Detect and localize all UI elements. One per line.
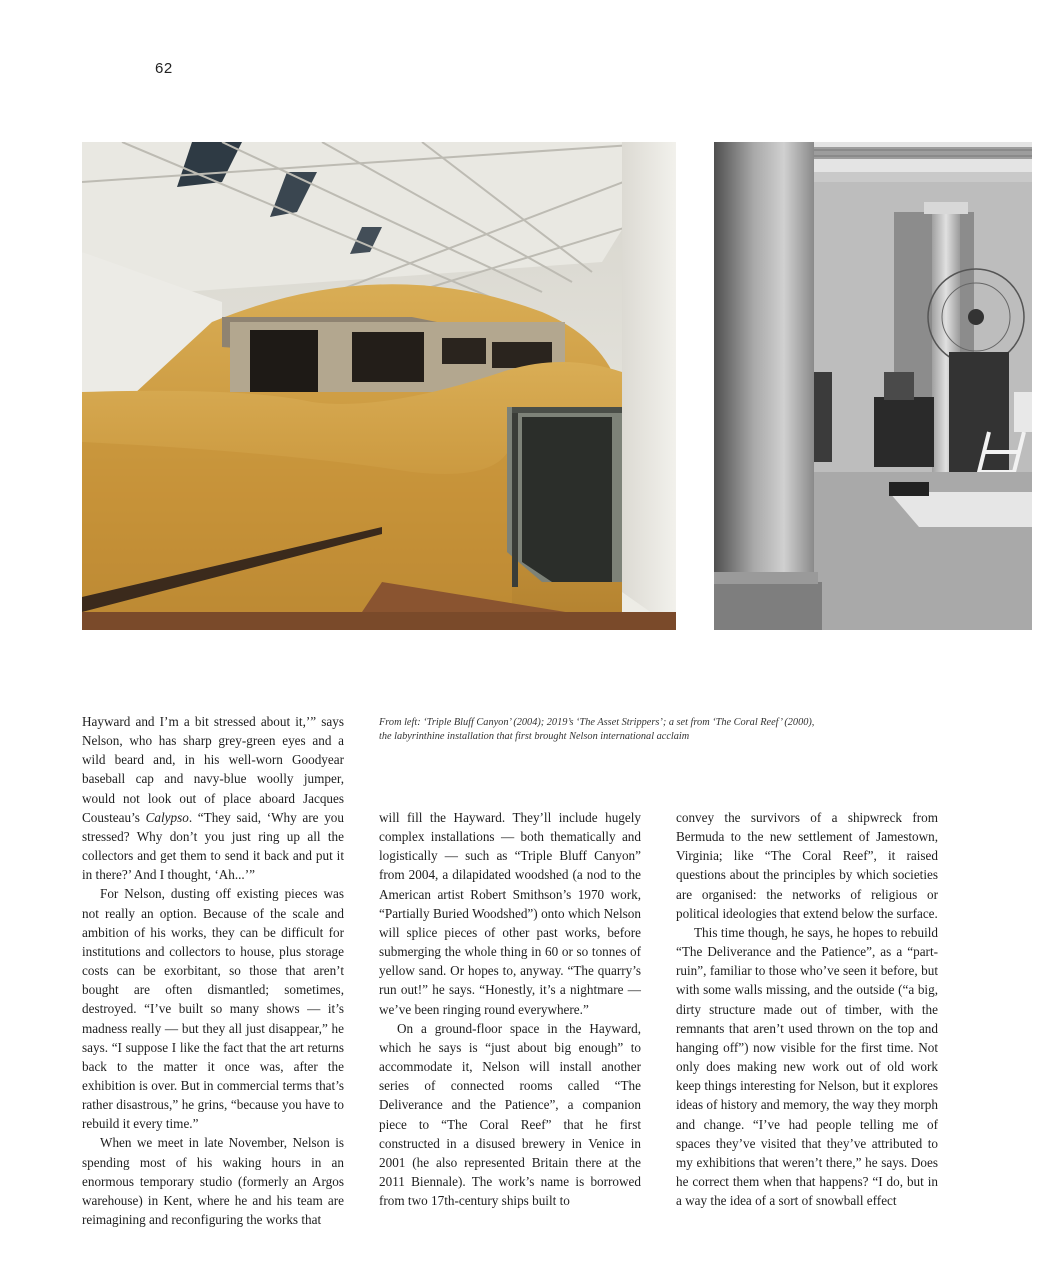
gallery-columns-illustration bbox=[714, 142, 1032, 630]
page-number: 62 bbox=[155, 60, 173, 77]
paragraph: On a ground-floor space in the Hayward, which he says is “just about big enough” to accommodate it, Nelson will install another series of connected rooms called “The Deliverance and the Patience”, a companion piece to “The Coral Reef” that he first constructed in a disused brewery in Venice in 2001 (he also represented Britain there at the 2011 Biennale). The work’s name is borrowed from two 17th-century ships built to bbox=[379, 1020, 641, 1209]
text-column-3 bbox=[676, 808, 938, 1210]
photo-triple-bluff-canyon bbox=[82, 142, 676, 630]
paragraph-text: Hayward and I’m a bit stressed about it,’” says Nelson, who has sharp grey-green eyes and a wild beard and, in his well-worn Goodyear baseball cap and navy-blue woolly jumper, would not look out of place aboard Jacques Cousteau’s bbox=[82, 714, 344, 825]
text-column-2 bbox=[379, 808, 641, 1210]
sand-installation-illustration bbox=[82, 142, 676, 630]
paragraph: will fill the Hayward. They’ll include hugely complex installations — both thematically and logistically — such as “Triple Bluff Canyon” from 2004, a dilapidated woodshed (a nod to the American artist Robert Smithson’s 1970 work, “Partially Buried Woodshed”) onto which Nelson will splice pieces of other past works, before submerging the whole thing in 60 or so tonnes of yellow sand. Or hopes to, anyway. “The quarry’s run out!” he says. “Honestly, it’s a nightmare — we’ve been ringing round everywhere.” bbox=[379, 810, 641, 1017]
paragraph: This time though, he says, he hopes to rebuild “The Deliverance and the Patience”, as a “part-ruin”, familiar to those who’ve seen it before, but with some walls missing, and the outside (“a big, dirty structure made out of timber, with the remnants that aren’t used thrown on the top and hanging off”) now visible for the first time. Not only does making new work out of old work keep things interesting for Nelson, but it explores ideas of history and memory, the way they morph and change. “I’ve had people telling me of spaces they’ve visited that they’ve attributed to my exhibitions that weren’t there,” he says. Does he correct them when that happens? “I do, but in a way the idea of a sort of snowball effect bbox=[676, 924, 938, 1209]
photo-asset-strippers bbox=[714, 142, 1032, 630]
paragraph-text: . “They said, ‘Why are you stressed? Why don’t you just ring up all the collectors and get them to send it back and put it in there?’ And I thought, ‘Ah...’” bbox=[82, 809, 344, 883]
image-caption: From left: ‘Triple Bluff Canyon’ (2004); 2019’s ‘The Asset Strippers’; a set from ‘The Coral Reef’ (2000), the labyrinthine installation that first brought Nelson international acclaim bbox=[379, 717, 815, 742]
paragraph: For Nelson, dusting off existing pieces was not really an option. Because of the scale and ambition of his works, they can be difficult for institutions and collectors to house, plus storage costs can be exorbitant, so those that aren’t bought are often dismantled; sometimes, destroyed. “I’ve built so many shows — it’s madness really — but they all just disappear,” he says. “I suppose I like the fact that the art returns back to the matter it once was, after the exhibition is over. But in commercial terms that’s rather disastrous,” he grins, “because you have to rebuild it every time.” bbox=[82, 886, 344, 1132]
paragraph bbox=[82, 712, 344, 884]
paragraph: When we meet in late November, Nelson is spending most of his waking hours in an enormous temporary studio (formerly an Argos warehouse) in Kent, where he and his team are reimagining and reconfiguring the works that bbox=[82, 1135, 344, 1228]
text-column-1 bbox=[82, 712, 344, 1229]
ship-name: Calypso bbox=[145, 809, 189, 825]
paragraph: convey the survivors of a shipwreck from Bermuda to the new settlement of Jamestown, Virginia; like “The Coral Reef”, it raised questions about the principles by which societies are organised: the networks of religious or political ideologies that extend below the surface. bbox=[676, 810, 938, 921]
